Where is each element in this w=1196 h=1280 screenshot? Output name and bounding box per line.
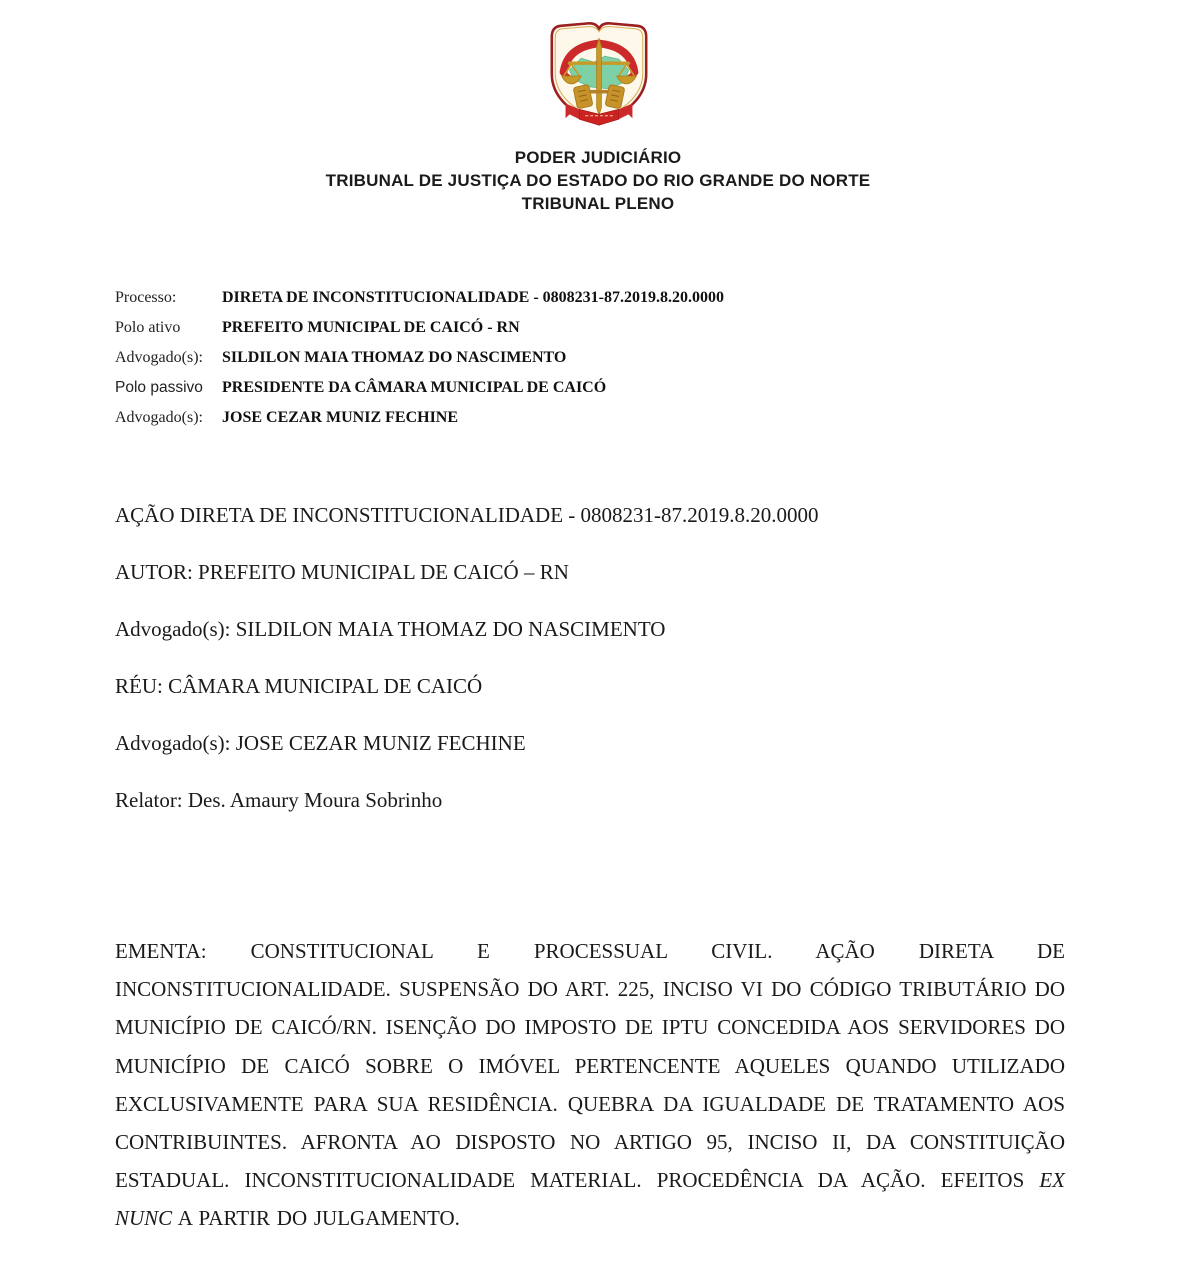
case-value-advogado-passivo: JOSE CEZAR MUNIZ FECHINE — [222, 409, 459, 426]
ementa-text-after: A PARTIR DO JULGAMENTO. — [172, 1206, 460, 1231]
autor-line: AUTOR: PREFEITO MUNICIPAL DE CAICÓ – RN — [115, 560, 569, 584]
case-value-processo: DIRETA DE INCONSTITUCIONALIDADE - 0808231-87.2019.8.20.0000 — [222, 289, 724, 306]
header-tribunal-justica: TRIBUNAL DE JUSTIÇA DO ESTADO DO RIO GRANDE DO NORTE — [325, 171, 871, 190]
ementa-paragraph — [115, 932, 1065, 1238]
relator-line: Relator: Des. Amaury Moura Sobrinho — [115, 788, 443, 812]
court-header — [0, 146, 1196, 215]
case-row-advogado-passivo — [115, 409, 1075, 439]
case-row-advogado-ativo — [115, 349, 1075, 379]
ementa-latin-term: EX NUNC — [115, 1168, 1065, 1231]
case-label-polo-ativo: Polo ativo — [115, 319, 181, 336]
tjrn-coat-of-arms-icon — [540, 16, 658, 132]
case-value-polo-passivo: PRESIDENTE DA CÂMARA MUNICIPAL DE CAICÓ — [222, 379, 607, 396]
advogado-reu-line: Advogado(s): JOSE CEZAR MUNIZ FECHINE — [115, 731, 526, 755]
case-label-advogado-ativo: Advogado(s): — [115, 349, 203, 366]
ementa-text-before: EMENTA: CONSTITUCIONAL E PROCESSUAL CIVIL. AÇÃO DIRETA DE INCONSTITUCIONALIDADE. SUSPENSÃO DO ART. 225, INCISO VI DO CÓDIGO TRIBUTÁRIO DO MUNICÍPIO DE CAICÓ/RN. ISENÇÃO DO IMPOSTO DE IPTU CONCEDIDA AOS SERVIDORES DO MUNICÍPIO DE CAICÓ SOBRE O IMÓVEL PERTENCENTE AQUELES QUANDO UTILIZADO EXCLUSIVAMENTE PARA SUA RESIDÊNCIA. QUEBRA DA IGUALDADE DE TRATAMENTO AOS CONTRIBUINTES. AFRONTA AO DISPOSTO NO ARTIGO 95, INCISO II, DA CONSTITUIÇÃO ESTADUAL. INCONSTITUCIONALIDADE MATERIAL. PROCEDÊNCIA DA AÇÃO. EFEITOS — [115, 939, 1065, 1193]
action-title-line: AÇÃO DIRETA DE INCONSTITUCIONALIDADE - 0808231-87.2019.8.20.0000 — [115, 503, 819, 527]
case-value-advogado-ativo: SILDILON MAIA THOMAZ DO NASCIMENTO — [222, 349, 567, 366]
case-row-polo-ativo — [115, 319, 1075, 349]
case-metadata-block — [115, 289, 1075, 439]
case-label-advogado-passivo: Advogado(s): — [115, 409, 203, 426]
advogado-autor-line: Advogado(s): SILDILON MAIA THOMAZ DO NASCIMENTO — [115, 617, 666, 641]
court-emblem — [540, 16, 658, 132]
case-value-polo-ativo: PREFEITO MUNICIPAL DE CAICÓ - RN — [222, 319, 520, 336]
reu-line: RÉU: CÂMARA MUNICIPAL DE CAICÓ — [115, 674, 483, 698]
case-label-polo-passivo: Polo passivo — [115, 379, 203, 396]
header-poder-judiciario: PODER JUDICIÁRIO — [514, 148, 682, 167]
case-row-processo — [115, 289, 1075, 319]
header-tribunal-pleno: TRIBUNAL PLENO — [521, 194, 675, 213]
parties-block — [115, 503, 1075, 845]
case-row-polo-passivo — [115, 379, 1075, 409]
case-label-processo: Processo: — [115, 289, 177, 306]
